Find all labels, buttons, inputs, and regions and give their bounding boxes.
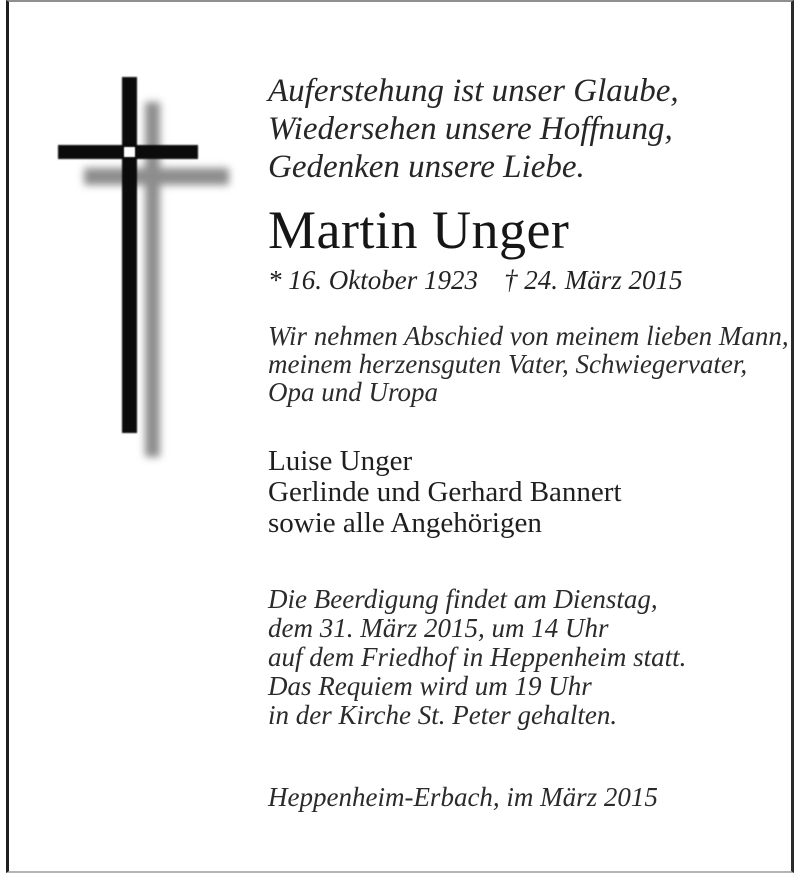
memorial-cross-icon <box>0 0 260 500</box>
funeral-line: auf dem Friedhof in Heppenheim statt. <box>268 642 687 672</box>
cross-shadow-horizontal-bar <box>84 168 229 185</box>
mourner-line: Luise Unger <box>268 445 413 477</box>
cross-center-square <box>124 147 135 157</box>
deceased-name: Martin Unger <box>268 200 570 260</box>
funeral-info <box>268 585 778 730</box>
birth-date: * 16. Oktober 1923 <box>268 265 478 295</box>
epigraph-line: Auferstehung ist unser Glaube, <box>268 73 679 109</box>
death-date: † 24. März 2015 <box>503 265 683 295</box>
farewell-text <box>268 321 789 407</box>
life-dates <box>268 264 778 296</box>
epigraph <box>268 72 778 186</box>
farewell-line: Wir nehmen Abschied von meinem lieben Mann, <box>268 321 789 351</box>
farewell-line: Opa und Uropa <box>268 377 439 407</box>
mourners-list <box>268 446 778 539</box>
cross-vertical-bar <box>122 77 137 433</box>
funeral-line: in der Kirche St. Peter gehalten. <box>268 700 618 730</box>
notice-content <box>268 72 789 812</box>
mourner-line: Gerlinde und Gerhard Bannert <box>268 476 622 508</box>
epigraph-line: Wiedersehen unsere Hoffnung, <box>268 111 673 147</box>
funeral-line: Das Requiem wird um 19 Uhr <box>268 671 592 701</box>
funeral-line: Die Beerdigung findet am Dienstag, <box>268 584 658 614</box>
closing-line: Heppenheim-Erbach, im März 2015 <box>268 782 658 812</box>
farewell-line: meinem herzensguten Vater, Schwiegervater, <box>268 349 748 379</box>
mourner-line: sowie alle Angehörigen <box>268 507 542 539</box>
funeral-line: dem 31. März 2015, um 14 Uhr <box>268 613 609 643</box>
epigraph-line: Gedenken unsere Liebe. <box>268 149 585 185</box>
